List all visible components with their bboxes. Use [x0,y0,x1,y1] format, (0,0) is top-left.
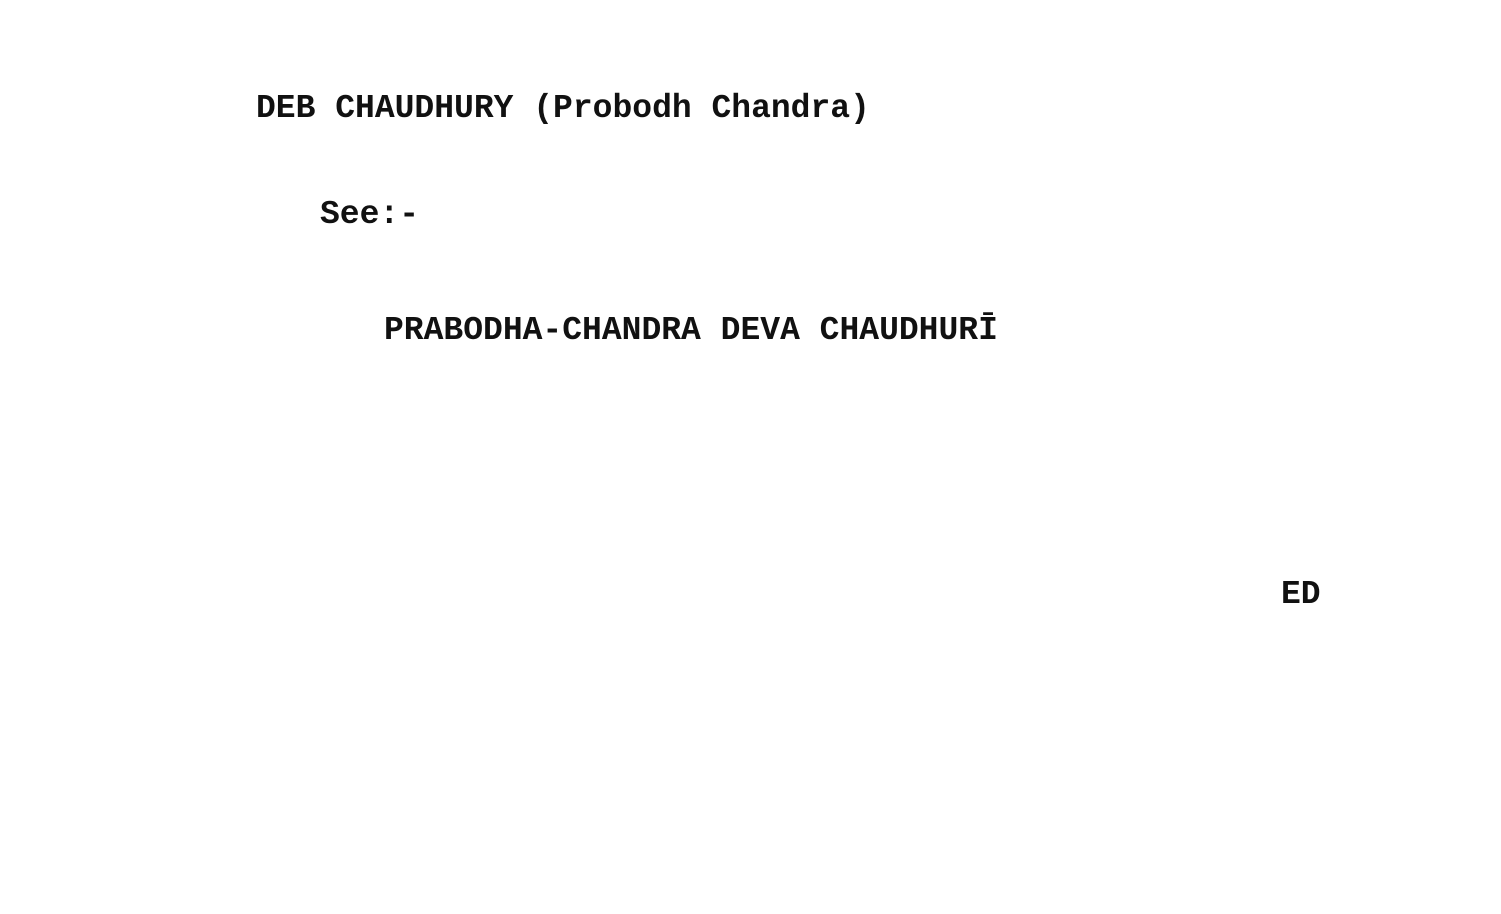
cataloguer-initials: ED [1281,576,1321,613]
card-heading: DEB CHAUDHURY (Probodh Chandra) [256,90,870,127]
cross-reference: PRABODHA-CHANDRA DEVA CHAUDHURĪ [384,312,998,349]
see-label: See:- [320,196,420,233]
